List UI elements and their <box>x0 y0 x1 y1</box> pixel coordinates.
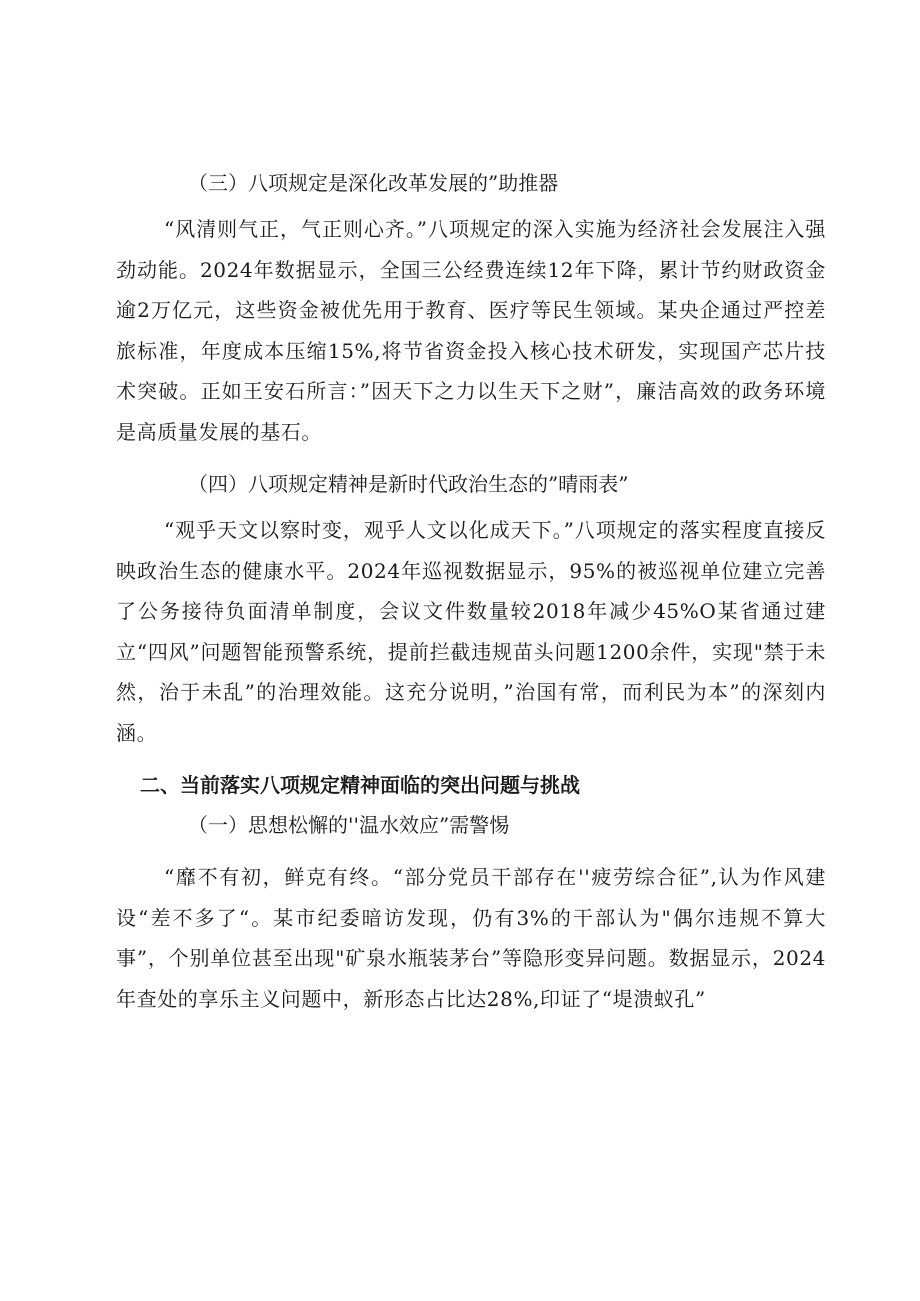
section-heading-4: （四）八项规定精神是新时代政治生态的”晴雨表” <box>188 472 629 496</box>
document-body <box>116 163 826 1019</box>
section-heading-3: （三）八项规定是深化改革发展的”助推器 <box>188 171 559 195</box>
paragraph-section-3: “风清则气正，气正则心齐。”八项规定的深入实施为经济社会发展注入强劲动能。2024年数据显示，全国三公经费连续12年下降，累计节约财政资金逾2万亿元，这些资金被优先用于教育、医疗等民生领域。某央企通过严控差旅标准，年度成本压缩15%,将节省资金投入核心技术研发，实现国产芯片技术突破。正如王安石所言：”因天下之力以生天下之财”，廉洁高效的政务环境是高质量发展的基石。 <box>116 217 826 444</box>
paragraph-subsection-1: “靡不有初，鲜克有终。“部分党员干部存在''疲劳综合征”,认为作风建设“差不多了“。某市纪委暗访发现，仍有3%的干部认为"偶尔违规不算大事”，个别单位甚至出现"矿泉水瓶装茅台”等隐形变异问题。数据显示，2024年查处的享乐主义问题中，新形态占比达28%,印证了“堤溃蚁孔” <box>116 865 826 1011</box>
part-heading-2: 二、当前落实八项规定精神面临的突出问题与挑战 <box>140 773 580 797</box>
paragraph-section-4: “观乎天文以察时变，观乎人文以化成天下。”八项规定的落实程度直接反映政治生态的健康水平。2024年巡视数据显示，95%的被巡视单位建立完善了公务接待负面清单制度，会议文件数量较2018年减少45%O某省通过建立“四风”问题智能预警系统，提前拦截违规苗头问题1200余件，实现"禁于未然，治于未乱”的治理效能。这充分说明，”治国有常，而利民为本”的深刻内涵。 <box>116 518 826 745</box>
subsection-heading-1: （一）思想松懈的''温水效应”需警惕 <box>188 813 510 837</box>
